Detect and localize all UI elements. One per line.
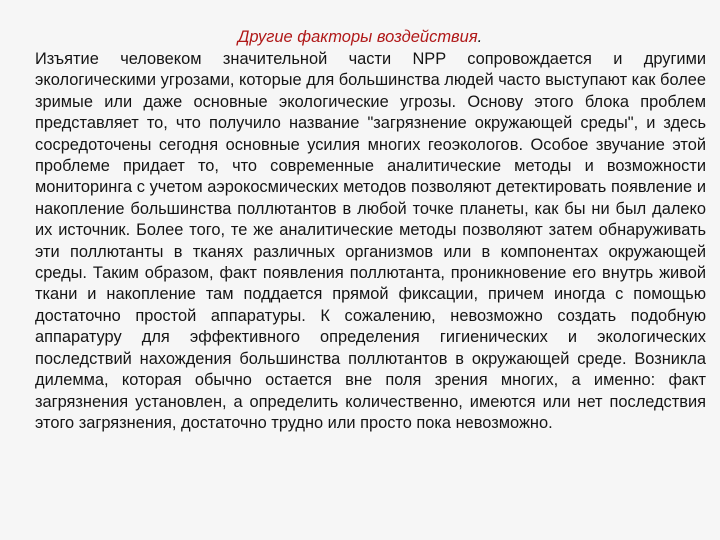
slide-title (0, 26, 720, 48)
title-period: . (477, 28, 483, 46)
body-paragraph: Изъятие человеком значительной части NPP сопровождается и другими экологическими угрозами, которые для большинства людей часто выступают как более зримые или даже основные экологические угрозы. Основу этого блока проблем представляет то, что получило название "загрязнение окружающей среды", и здесь сосредоточены сегодня основные усилия многих геоэкологов. Особое звучание этой проблеме придает то, что современные аналитические методы и возможности мониторинга с учетом аэрокосмических методов позволяют детектировать появление и накопление большинства поллютантов в любой точке планеты, как бы ни был далеко их источник. Более того, те же аналитические методы позволяют затем обнаруживать эти поллютанты в тканях различных организмов или в компонентах окружающей среды. Таким образом, факт появления поллютанта, проникновение его внутрь живой ткани и накопление там поддается прямой фиксации, причем иногда с помощью достаточно простой аппаратуры. К сожалению, невозможно создать подобную аппаратуру для эффективного определения гигиенических и экологических последствий нахождения большинства поллютантов в окружающей среде. Возникла дилемма, которая обычно остается вне поля зрения многих, а именно: факт загрязнения установлен, а определить количественно, имеются или нет последствия этого загрязнения, достаточно трудно или просто пока невозможно. (35, 50, 706, 432)
title-text: Другие факторы воздействия (237, 28, 478, 46)
